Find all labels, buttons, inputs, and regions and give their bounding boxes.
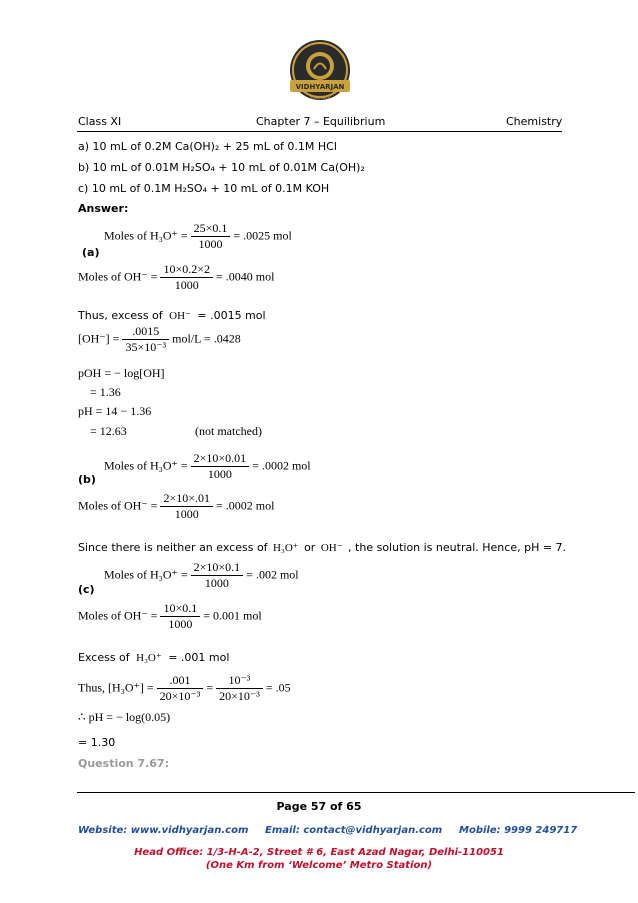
footer-office-landmark: (One Km from ‘Welcome’ Metro Station) xyxy=(205,860,433,871)
eq-c2: Moles of OH⁻ = $\frac{10\times 0.1}{1000}$ = 0.001 mol xyxy=(78,601,262,631)
eq-c1: Moles of H₃O⁺ = $\frac{2\times 10\times 0.1}{1000}$ = .002 mol xyxy=(104,560,299,590)
footer-rule xyxy=(77,792,635,793)
svg-text:VIDHYARJAN: VIDHYARJAN xyxy=(295,83,345,91)
part-label-b: (b) xyxy=(78,473,96,486)
header-class: Class XI xyxy=(78,115,122,128)
excess-a: Thus, excess of OH⁻ = .0015 mol xyxy=(78,309,266,322)
part-label-a: (a) xyxy=(82,246,100,259)
eq-poh: pOH = − log[OH] xyxy=(78,366,165,380)
eq-a1: Moles of H₃O⁺ = $\frac{25\times 0.1}{1000}$ = .0025 mol xyxy=(104,221,292,251)
eq-ph-c: ∴ pH = − log(0.05) xyxy=(78,710,171,724)
header-rule xyxy=(77,131,562,132)
excess-c: Excess of H₃O⁺ = .001 mol xyxy=(78,651,230,664)
neutral-b: Since there is neither an excess of H₃O⁺ or OH⁻ , the solution is neutral. Hence, pH = 7. xyxy=(78,541,567,554)
eq-b2: Moles of OH⁻ = $\frac{2\times 10\times.01}{1000}$ = .0002 mol xyxy=(78,491,275,521)
eq-h3o-conc: Thus, [H₃O⁺] = $\frac{.001}{\text{20×10⁻³}}$ = $\frac{\text{10⁻³}}{\text{20×10⁻³}}$ = .05 xyxy=(78,673,291,703)
item-a: a) 10 mL of 0.2M Ca(OH)₂ + 25 mL of 0.1M HCl xyxy=(78,140,337,153)
eq-poh-val: = 1.36 xyxy=(90,385,121,399)
page-number: Page 57 of 65 xyxy=(276,800,362,813)
footer-mobile: Mobile: 9999 249717 xyxy=(459,825,578,836)
result-c: = 1.30 xyxy=(78,736,116,749)
answer-label: Answer: xyxy=(78,202,129,215)
eq-a2: Moles of OH⁻ = $\frac{10\times 0.2\times 2}{1000}$ = .0040 mol xyxy=(78,262,275,292)
note-not-matched: (not matched) xyxy=(195,424,262,438)
header-subject: Chemistry xyxy=(506,115,563,128)
next-question: Question 7.67: xyxy=(78,757,169,770)
part-label-c: (c) xyxy=(78,583,95,596)
eq-oh-conc: [OH⁻] = $\frac{.0015}{\text{35×10⁻³}}$ mol/L = .0428 xyxy=(78,324,241,354)
header-chapter: Chapter 7 – Equilibrium xyxy=(256,115,386,128)
item-b: b) 10 mL of 0.01M H₂SO₄ + 10 mL of 0.01M Ca(OH)₂ xyxy=(78,161,365,174)
vidhyarjan-logo xyxy=(286,38,354,106)
footer-office-address: Head Office: 1/3-H-A-2, Street # 6, East Azad Nagar, Delhi-110051 xyxy=(134,847,504,858)
footer-email: Email: contact@vidhyarjan.com xyxy=(265,825,443,836)
footer-website: Website: www.vidhyarjan.com xyxy=(78,825,249,836)
svg-text:Institute: Institute xyxy=(309,95,331,101)
item-c: c) 10 mL of 0.1M H₂SO₄ + 10 mL of 0.1M KOH xyxy=(78,182,330,195)
eq-ph-val: = 12.63 xyxy=(90,424,127,438)
eq-b1: Moles of H₃O⁺ = $\frac{2\times 10\times 0.01}{1000}$ = .0002 mol xyxy=(104,451,311,481)
eq-ph: pH = 14 − 1.36 xyxy=(78,404,152,418)
